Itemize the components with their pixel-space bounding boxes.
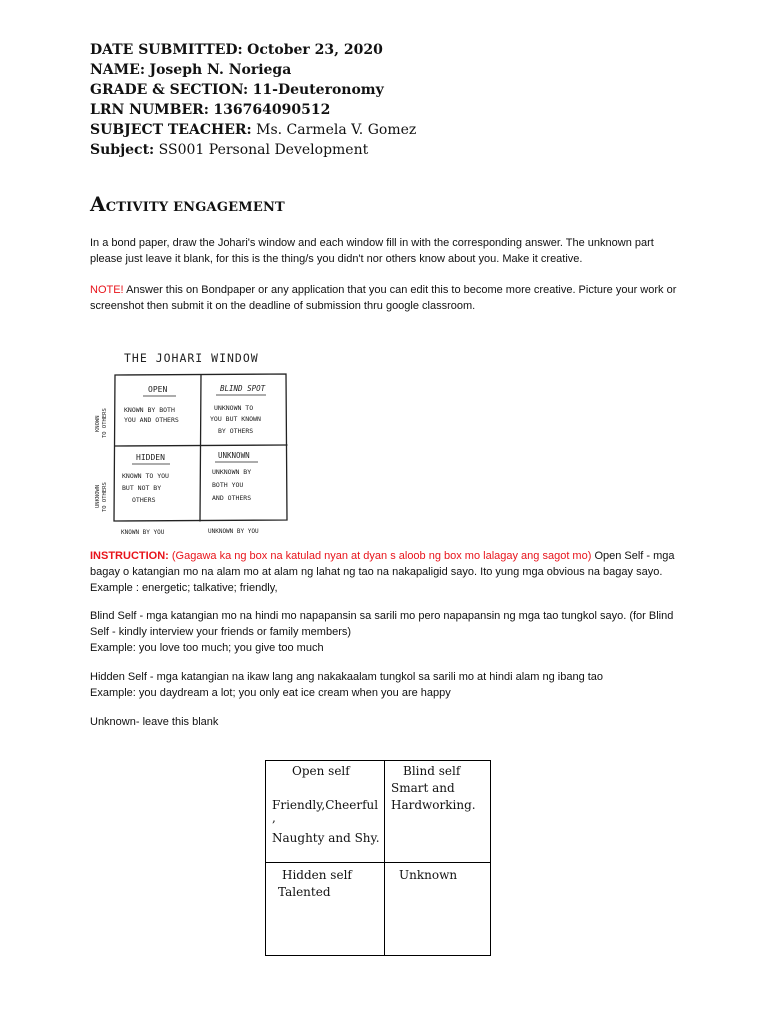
name-value: Joseph N. Noriega [149,62,292,78]
answer-open-title: Open self [292,764,350,778]
answer-hidden-line-1: Talented [278,885,331,899]
answer-cell-blind [385,761,491,863]
grade-label: GRADE & SECTION: [90,82,249,98]
johari-vertical-divider [200,375,201,521]
answer-cell-unknown [385,863,491,956]
name-label: NAME: [90,62,145,78]
johari-side-top-2: TO OTHERS [102,408,108,438]
instruction-red-note: (Gagawa ka ng box na katulad nyan at dyan s aloob ng box mo lalagay ang sagot mo) [168,550,592,562]
hidden-self-example: Example: you daydream a lot; you only eat ice cream when you are happy [90,687,451,699]
johari-hidden-desc-2: BUT NOT BY [122,484,162,492]
activity-heading-initial: A [90,192,106,216]
johari-side-bottom-2: TO OTHERS [102,482,108,512]
date-label: DATE SUBMITTED: [90,42,243,58]
date-value: October 23, 2020 [247,42,383,58]
blind-self-paragraph [90,608,680,656]
note-text: Answer this on Bondpaper or any application that you can edit this to become more creative. Picture your work or screenshot then submit it on the deadline of submission thru google classroom. [90,284,677,312]
answer-hidden-title: Hidden self [282,868,352,882]
activity-heading [90,192,285,216]
johari-window-illustration [88,340,308,540]
subject-line [90,141,368,160]
johari-unknown-desc-1: UNKNOWN BY [212,468,252,476]
instruction-label: INSTRUCTION: [90,550,169,562]
johari-open-desc-1: KNOWN BY BOTH [124,406,175,414]
johari-unknown-desc-3: AND OTHERS [212,494,252,502]
answer-blind-title: Blind self [403,764,461,778]
name-line [90,61,291,80]
hidden-self-paragraph [90,669,680,701]
johari-open-title: OPEN [148,385,168,394]
johari-title: THE JOHARI WINDOW [124,351,259,365]
johari-blind-desc-1: UNKNOWN TO [214,404,254,412]
grade-section-line [90,81,384,100]
date-submitted-line [90,41,383,60]
note-paragraph [90,282,680,314]
intro-paragraph: In a bond paper, draw the Johari's window and each window fill in with the corresponding answer. The unknown part please just leave it blank, for this is the thing/s you didn't nor others know about you. Make it creative. [90,237,654,265]
johari-hidden-title: HIDDEN [136,453,165,462]
teacher-value: Ms. Carmela V. Gomez [256,122,417,138]
answer-blind-line-1: Smart and [391,781,455,795]
teacher-line [90,121,416,140]
johari-open-desc-2: YOU AND OTHERS [124,416,179,424]
instruction-paragraph [90,548,680,596]
johari-bottom-left: KNOWN BY YOU [121,529,165,536]
teacher-label: SUBJECT TEACHER: [90,122,252,138]
answer-open-line-2: , [272,811,276,825]
answer-table [265,760,491,956]
johari-hidden-desc-3: OTHERS [132,496,156,504]
lrn-value: 136764090512 [213,102,331,118]
subject-value: SS001 Personal Development [158,142,369,158]
johari-hidden-desc-1: KNOWN TO YOU [122,472,169,480]
johari-unknown-desc-2: BOTH YOU [212,481,244,489]
grade-value: 11-Deuteronomy [252,82,384,98]
answer-open-line-3: Naughty and Shy. [272,831,380,845]
johari-unknown-title: UNKNOWN [218,451,250,460]
activity-heading-rest: CTIVITY ENGAGEMENT [105,200,285,215]
johari-side-top-1: KNOWN [95,415,101,432]
hidden-self-text: Hidden Self - mga katangian na ikaw lang ang nakakaalam tungkol sa sarili mo at hindi alam ng ibang tao [90,671,604,683]
johari-horizontal-divider [115,445,287,446]
lrn-label: LRN NUMBER: [90,102,209,118]
answer-cell-hidden [266,863,385,956]
unknown-paragraph: Unknown- leave this blank [90,716,219,728]
blind-self-example: Example: you love too much; you give too much [90,642,324,654]
answer-open-line-1: Friendly,Cheerful [272,798,379,812]
answer-cell-open [266,761,385,863]
blind-self-text: Blind Self - mga katangian mo na hindi mo napapansin sa sarili mo pero napapansin ng mga tao tungkol sayo. (for Blind Self - kindly interview your friends or family members) [90,610,674,638]
johari-side-bottom-1: UNKNOWN [95,484,101,508]
answer-unknown-title: Unknown [399,868,458,882]
johari-blind-desc-2: YOU BUT KNOWN [210,415,261,423]
johari-blind-title: BLIND SPOT [220,384,266,393]
instruction-text: Open Self - mga bagay o katangian mo na alam mo at alam ng lahat ng tao na nakapaligid sayo. Ito yung mga obvious na bagay sayo. Example : energetic; talkative; friendly, [90,550,675,594]
johari-bottom-right: UNKNOWN BY YOU [208,528,259,535]
subject-label: Subject: [90,142,155,158]
johari-blind-desc-3: BY OTHERS [218,427,254,435]
answer-blind-line-2: Hardworking. [391,798,476,812]
lrn-line [90,101,330,120]
note-label: NOTE! [90,284,124,296]
